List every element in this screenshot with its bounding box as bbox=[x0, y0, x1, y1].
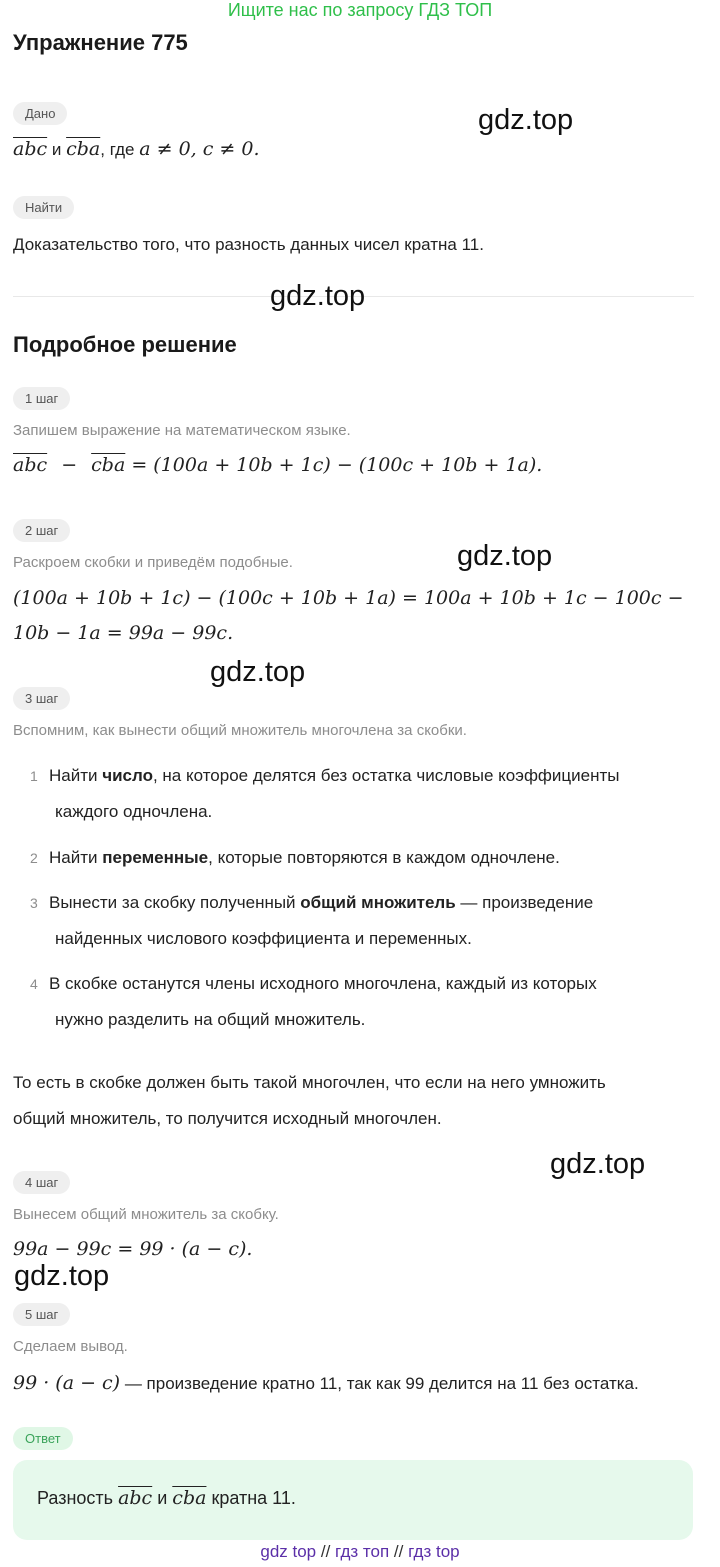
answer-chip-wrap bbox=[13, 1427, 73, 1450]
find-chip: Найти bbox=[13, 196, 74, 219]
footer-separator: // bbox=[320, 1542, 331, 1561]
list-item bbox=[30, 966, 690, 1038]
list-text: — произведение bbox=[455, 893, 594, 912]
step-chip: 1 шаг bbox=[13, 387, 70, 410]
given-condition: a ≠ 0, c ≠ 0. bbox=[139, 138, 260, 160]
answer-num1: $\overline{abc}$ bbox=[118, 1487, 153, 1509]
step-4-chip-wrap bbox=[13, 1171, 70, 1194]
watermark: gdz.top bbox=[14, 1260, 110, 1292]
step-2-hint: Раскроем скобки и приведём подобные. bbox=[13, 554, 293, 571]
list-text: Найти bbox=[49, 848, 103, 867]
step-4-hint: Вынесем общий множитель за скобку. bbox=[13, 1206, 279, 1223]
step-2-formula-line1: (100a + 10b + 1c) − (100c + 10b + 1a) = 100a + 10b + 1c − 100c − bbox=[13, 587, 684, 609]
list-continuation: нужно разделить на общий множитель. bbox=[55, 1010, 366, 1029]
step-3-hint: Вспомним, как вынести общий множитель многочлена за скобки. bbox=[13, 722, 467, 739]
step-5-hint: Сделаем вывод. bbox=[13, 1338, 128, 1355]
step-2-formula-line2: 10b − 1a = 99a − 99c. bbox=[13, 622, 234, 644]
formula-rest: = (100a + 10b + 1c) − (100c + 10b + 1a). bbox=[131, 454, 543, 476]
answer-chip: Ответ bbox=[13, 1427, 73, 1450]
step-2-chip-wrap bbox=[13, 519, 70, 542]
list-text: , на которое делятся без остатка числовые коэффициенты bbox=[152, 766, 620, 785]
given-num2: $\overline{cba}$ bbox=[66, 138, 101, 160]
list-text: В скобке останутся члены исходного многочлена, каждый из которых bbox=[49, 974, 597, 993]
answer-post: кратна 11. bbox=[211, 1488, 296, 1508]
list-text: Вынести за скобку полученный bbox=[49, 893, 301, 912]
list-bold: переменные bbox=[102, 848, 209, 867]
find-chip-wrap bbox=[13, 196, 74, 219]
step-1-hint: Запишем выражение на математическом языке. bbox=[13, 422, 351, 439]
given-where: , где bbox=[100, 140, 135, 159]
given-num1: $\overline{abc}$ bbox=[13, 138, 48, 160]
watermark: gdz.top bbox=[478, 104, 574, 136]
step-3-summary-line1: То есть в скобке должен быть такой многочлен, что если на него умножить bbox=[13, 1073, 606, 1092]
footer-link[interactable]: гдз топ bbox=[335, 1542, 390, 1561]
formula-minus: − bbox=[61, 454, 78, 476]
list-number: 1 bbox=[30, 768, 38, 784]
footer-link[interactable]: гдз top bbox=[408, 1542, 460, 1561]
step-5-text: — произведение кратно 11, так как 99 делится на 11 без остатка. bbox=[120, 1374, 639, 1393]
list-number: 3 bbox=[30, 895, 38, 911]
list-item bbox=[30, 840, 690, 876]
solution-title: Подробное решение bbox=[13, 332, 237, 357]
step-1-chip-wrap bbox=[13, 387, 70, 410]
watermark: gdz.top bbox=[457, 540, 553, 572]
step-chip: 3 шаг bbox=[13, 687, 70, 710]
answer-text bbox=[37, 1487, 296, 1509]
list-number: 2 bbox=[30, 850, 38, 866]
watermark: gdz.top bbox=[550, 1148, 646, 1180]
formula-abc: $\overline{abc}$ bbox=[13, 454, 48, 476]
list-number: 4 bbox=[30, 976, 38, 992]
step-chip: 4 шаг bbox=[13, 1171, 70, 1194]
given-chip: Дано bbox=[13, 102, 67, 125]
step-5-conclusion bbox=[13, 1372, 639, 1394]
footer-links bbox=[0, 1542, 720, 1562]
top-banner: Ищите нас по запросу ГДЗ ТОП bbox=[227, 0, 493, 20]
given-line bbox=[13, 138, 260, 160]
formula-cba: $\overline{cba}$ bbox=[91, 454, 126, 476]
footer-link[interactable]: gdz top bbox=[260, 1542, 317, 1561]
step-chip: 5 шаг bbox=[13, 1303, 70, 1326]
find-text: Доказательство того, что разность данных чисел кратна 11. bbox=[13, 235, 484, 254]
step-3-chip-wrap bbox=[13, 687, 70, 710]
list-text: Найти bbox=[49, 766, 103, 785]
page-title: Упражнение 775 bbox=[13, 30, 188, 55]
watermark: gdz.top bbox=[210, 656, 306, 688]
footer-separator: // bbox=[393, 1542, 404, 1561]
list-item bbox=[30, 758, 690, 830]
step-5-chip-wrap bbox=[13, 1303, 70, 1326]
list-text: , которые повторяются в каждом одночлене. bbox=[208, 848, 560, 867]
list-item bbox=[30, 885, 690, 957]
list-continuation: каждого одночлена. bbox=[55, 802, 213, 821]
step-4-formula: 99a − 99c = 99 · (a − c). bbox=[13, 1238, 253, 1260]
answer-num2: $\overline{cba}$ bbox=[172, 1487, 207, 1509]
given-chip-wrap bbox=[13, 102, 67, 125]
step-1-formula bbox=[13, 454, 542, 476]
watermark: gdz.top bbox=[270, 280, 366, 312]
answer-pre: Разность bbox=[37, 1488, 114, 1508]
given-and: и bbox=[51, 140, 62, 159]
list-continuation: найденных числового коэффициента и переменных. bbox=[55, 929, 472, 948]
step-chip: 2 шаг bbox=[13, 519, 70, 542]
list-bold: общий множитель bbox=[300, 893, 456, 912]
step-5-formula: 99 · (a − c) bbox=[13, 1372, 121, 1394]
answer-and: и bbox=[157, 1488, 168, 1508]
list-bold: число bbox=[102, 766, 153, 785]
step-3-summary-line2: общий множитель, то получится исходный многочлен. bbox=[13, 1109, 442, 1128]
